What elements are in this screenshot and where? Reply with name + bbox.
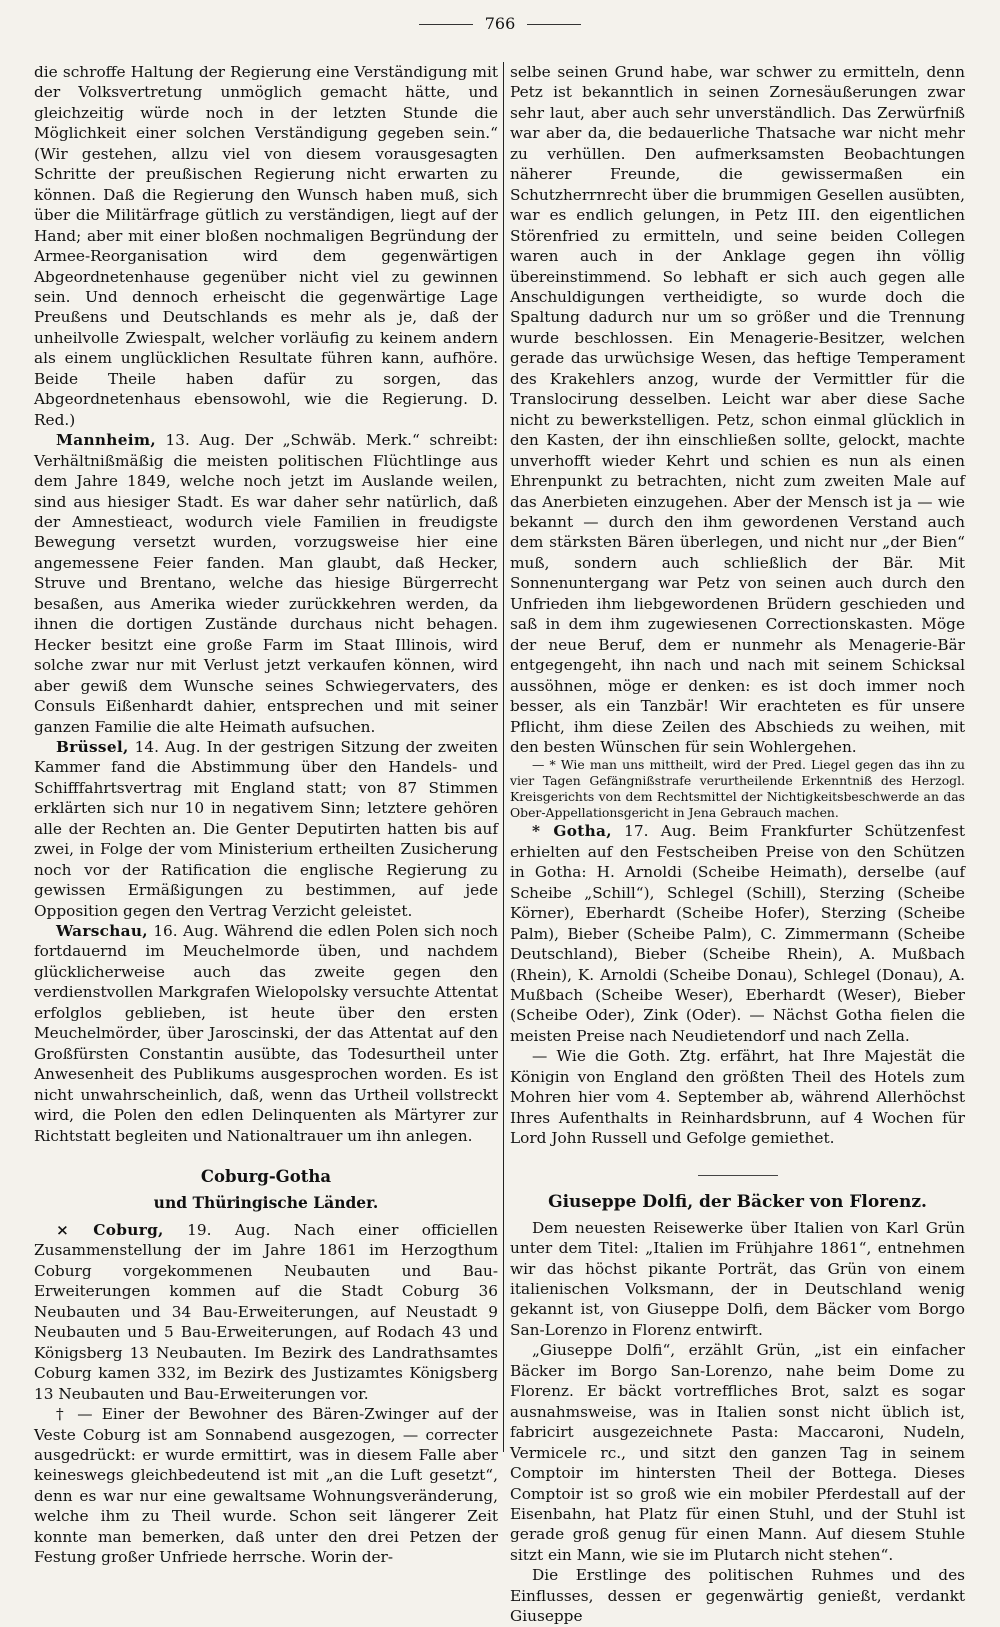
page-number: 766 (484, 14, 516, 33)
dateline-coburg: × Coburg, (56, 1221, 164, 1240)
paragraph-bruessel (34, 737, 498, 921)
page-header (0, 14, 1000, 33)
column-divider (503, 62, 504, 1452)
dateline-gotha: * Gotha, (532, 822, 612, 841)
article-paragraph-3: Die Erstlinge des politischen Ruhmes und des Einflusses, dessen er gegenwärtig genießt, verdankt Giuseppe (510, 1566, 965, 1626)
dateline-mannheim: Mannheim, (56, 431, 156, 450)
paragraph-baer-continued: selbe seinen Grund habe, war schwer zu ermitteln, denn Petz ist bekanntlich in seinen Zornesäußerungen zwar sehr laut, aber auch sehr unverständlich. Das Zerwürfniß war aber da, die bedauerliche Thatsache war nicht mehr zu verhüllen. Den aufmerksamsten Beobachtungen näherer Freunde, die gewissermaßen ein Schutzherrnrecht über die brummigen Gesellen ausübten, war es endlich gelungen, in Petz III. den eigentlichen Störenfried zu ermitteln, und seine beiden Collegen waren auch in der Anklage gegen ihn völlig übereinstimmend. So lebhaft er sich auch gegen alle Anschuldigungen vertheidigte, so wurde doch die Spaltung dadurch nur um so größer und die Trennung wurde beschlossen. Ein Menagerie-Besitzer, welchen gerade das urwüchsige Wesen, das heftige Temperament des Krakehlers anzog, wurde der Vermittler für die Translocirung desselben. Leicht war aber diese Sache nicht zu bewerkstelligen. Petz, schon einmal glücklich in den Kasten, der ihn einschließen sollte, gelockt, machte unverhofft wieder Kehrt und schien es nun als einen Ehrenpunkt zu betrachten, nicht zum zweiten Male auf das Anerbieten einzugehen. Aber der Mensch ist ja — wie bekannt — durch den ihm gewordenen Verstand auch dem stärksten Bären überlegen, und nicht nur „der Bien“ muß, sondern auch schließlich der Bär. Mit Sonnenuntergang war Petz von seinen auch durch den Unfrieden ihm liebgewordenen Brüdern geschieden und saß in dem ihm zugewiesenen Correctionskasten. Möge der neue Beruf, dem er nunmehr als Menagerie-Bär entgegengeht, ihn nach und nach mit seinem Schicksal aussöhnen, möge er denken: es ist doch immer noch besser, als ein Tanzbär! Wir erachteten es für unsere Pflicht, ihm diese Zeilen des Abschieds zu weihen, mit den besten Wünschen für sein Wohlergehen. (510, 63, 965, 756)
paragraph-regierung: die schroffe Haltung der Regierung eine Verständigung mit der Volksvertretung unmöglich gemacht hätte, und gleichzeitig würde noch in der letzten Stunde die Möglichkeit einer solchen Verständigung gegeben sein.“ (Wir gestehen, allzu viel von diesem vorausgesagten Schritte der preußischen Regierung nicht erwarten zu können. Daß die Regierung den Wunsch haben muß, sich über die Militärfrage gütlich zu verständigen, liegt auf der Hand; aber mit einer bloßen nochmaligen Begründung der Armee-Reorganisation wird dem gegenwärtigen Abgeordnetenhause gegenüber nicht viel zu gewinnen sein. Und dennoch erheischt die gegenwärtige Lage Preußens und Deutschlands es mehr als je, daß der unheilvolle Zwiespalt, welcher vorläufig zu keinem andern als einem unglücklichen Resultate führen kann, aufhöre. Beide Theile haben dafür zu sorgen, das Abgeordnetenhaus ebensowohl, wie die Regierung. D. Red.) (34, 63, 498, 429)
body-bruessel: 14. Aug. In der gestrigen Sitzung der zweiten Kammer fand die Abstimmung über den Handels- und Schifffahrtsvertrag mit England statt; von 87 Stimmen erklärten sich nur 10 in negativem Sinn; letztere gehören alle der Rechten an. Die Genter Deputirten hatten bis auf zwei, in Folge der vom Ministerium ertheilten Zusicherung noch vor der Ratification die englische Regierung zu gewissen Ermäßigungen zu bestimmen, auf jede Opposition gegen den Vertrag Verzicht geleistet. (34, 737, 498, 920)
body-mannheim: 13. Aug. Der „Schwäb. Merk.“ schreibt: Verhältnißmäßig die meisten politischen Flüchtlinge aus dem Jahre 1849, welche noch jetzt im Auslande weilen, sind aus hiesiger Stadt. Es war daher sehr natürlich, daß der Amnestieact, wodurch viele Familien in freudigste Bewegung versetzt wurden, vorzugsweise hier eine angemessene Feier fanden. Man glaubt, daß Hecker, Struve und Brentano, welche das hiesige Bürgerrecht besaßen, aus Amerika wieder zurückkehren werden, da ihnen die dortigen Zustände durchaus nicht behagen. Hecker besitzt eine große Farm im Staat Illinois, wird solche zwar nur mit Verlust jetzt verkaufen können, wird aber gewiß dem Wunsche seines Schwiegervaters, des Consuls Eißenhardt dahier, entsprechen und mit seiner ganzen Familie die alte Heimath aufsuchen. (34, 431, 498, 736)
section-title: Coburg-Gotha (200, 1167, 332, 1187)
paragraph-mannheim (34, 430, 498, 737)
article-separator (698, 1175, 778, 1176)
dateline-warschau: Warschau, (56, 922, 148, 941)
paragraph-baer: † — Einer der Bewohner des Bären-Zwinger auf der Veste Coburg ist am Sonnabend ausgezogen, — correcter ausgedrückt: er wurde ermittirt, was in diesem Falle aber keineswegs gleichbedeutend ist mit „an die Luft gesetzt“, denn es war nur eine gewaltsame Wohnungsveränderung, welche ihm zu Theil wurde. Schon seit längerer Zeit konnte man bemerken, daß unter den drei Petzen der Festung großer Unfriede herrsche. Worin der- (34, 1405, 498, 1567)
header-rule-right (527, 24, 581, 25)
right-column (510, 62, 965, 1626)
left-column (34, 62, 498, 1567)
body-gotha: 17. Aug. Beim Frankfurter Schützenfest erhielten auf den Festscheiben Preise von den Schützen in Gotha: H. Arnoldi (Scheibe Heimath), derselbe (auf Scheibe „Schill“), Schlegel (Schill), Sterzing (Scheibe Körner), Eberhardt (Scheibe Hofer), Sterzing (Scheibe Palm), Bieber (Scheibe Palm), C. Zimmermann (Scheibe Deutschland), Bieber (Scheibe Rhein), A. Mußbach (Rhein), K. Arnoldi (Scheibe Donau), Schlegel (Donau), A. Mußbach (Scheibe Weser), Eberhardt (Weser), Bieber (Scheibe Oder), Zink (Oder). — Nächst Gotha fielen die meisten Preise nach Neudietendorf und nach Zella. (510, 822, 965, 1045)
paragraph-warschau (34, 921, 498, 1146)
dateline-bruessel: Brüssel, (56, 737, 129, 756)
paragraph-gotha (510, 821, 965, 1046)
body-warschau: 16. Aug. Während die edlen Polen sich noch fortdauernd im Meuchelmorde üben, und nachdem glücklicherweise auch das zweite gegen den verdienstvollen Markgrafen Wielopolsky versuchte Attentat erfolglos geblieben, ist heute über den ersten Meuchelmörder, über Jaroscinski, der das Attentat auf den Großfürsten Constantin ausübte, das Todesurtheil unter Anwesenheit des Publikums ausgesprochen worden. Es ist nicht unwahrscheinlich, daß, wenn das Urtheil vollstreckt wird, die Polen den edlen Delinquenten als Märtyrer zur Richtstatt begleiten und Nationaltrauer um ihn anlegen. (34, 922, 498, 1145)
section-subtitle: und Thüringische Länder. (153, 1193, 379, 1213)
article-paragraph-2: „Giuseppe Dolfi“, erzählt Grün, „ist ein einfacher Bäcker im Borgo San-Lorenzo, nahe beim Dome zu Florenz. Er bäckt vortreffliches Brot, salzt es sogar ausnahmsweise, was in Italien sonst nicht üblich ist, fabricirt ausgezeichnete Pasta: Maccaroni, Nudeln, Vermicele rc., und sitzt den ganzen Tag in seinem Comptoir im hintersten Theil der Bottega. Dieses Comptoir ist so groß wie ein mobiler Pferdestall auf der Eisenbahn, hat Platz für einen Stuhl, und der Stuhl ist gerade groß genug für einen Mann. Auf diesem Stuhle sitzt ein Mann, wie sie im Plutarch nicht stehen“. (510, 1341, 965, 1564)
paragraph-gotha-hotel: — Wie die Goth. Ztg. erfährt, hat Ihre Majestät die Königin von England den größten Theil des Hotels zum Mohren hier vom 4. September ab, während Allerhöchst Ihres Aufenthalts in Reinhardsbrunn, auf 4 Wochen für Lord John Russell und Gefolge gemiethet. (510, 1047, 965, 1148)
body-coburg: 19. Aug. Nach einer officiellen Zusammenstellung der im Jahre 1861 im Herzogthum Coburg vorgekommenen Neubauten und Bau-Erweiterungen kommen auf die Stadt Coburg 36 Neubauten und 34 Bau-Erweiterungen, auf Neustadt 9 Neubauten und 5 Bau-Erweiterungen, auf Rodach 43 und Königsberg 13 Neubauten. Im Bezirk des Landrathsamtes Coburg kamen 332, im Bezirk des Justizamtes Königsberg 13 Neubauten und Bau-Erweiterungen vor. (34, 1221, 498, 1403)
header-rule-left (419, 24, 473, 25)
article-title: Giuseppe Dolfi, der Bäcker von Florenz. (548, 1191, 927, 1212)
paragraph-note-liegel: — * Wie man uns mittheilt, wird der Pred. Liegel gegen das ihn zu vier Tagen Gefängnißstrafe verurtheilende Erkenntniß des Herzogl. Kreisgerichts von dem Rechtsmittel der Nichtigkeitsbeschwerde an das Ober-Appellationsgericht in Jena Gebrauch machen. (510, 757, 965, 821)
article-paragraph-1: Dem neuesten Reisewerke über Italien von Karl Grün unter dem Titel: „Italien im Frühjahre 1861“, entnehmen wir das höchst pikante Porträt, das Grün von einem italienischen Volksmann, der in Deutschland wenig gekannt ist, von Giuseppe Dolfi, dem Bäcker vom Borgo San-Lorenzo in Florenz entwirft. (510, 1218, 965, 1339)
paragraph-coburg (34, 1220, 498, 1404)
